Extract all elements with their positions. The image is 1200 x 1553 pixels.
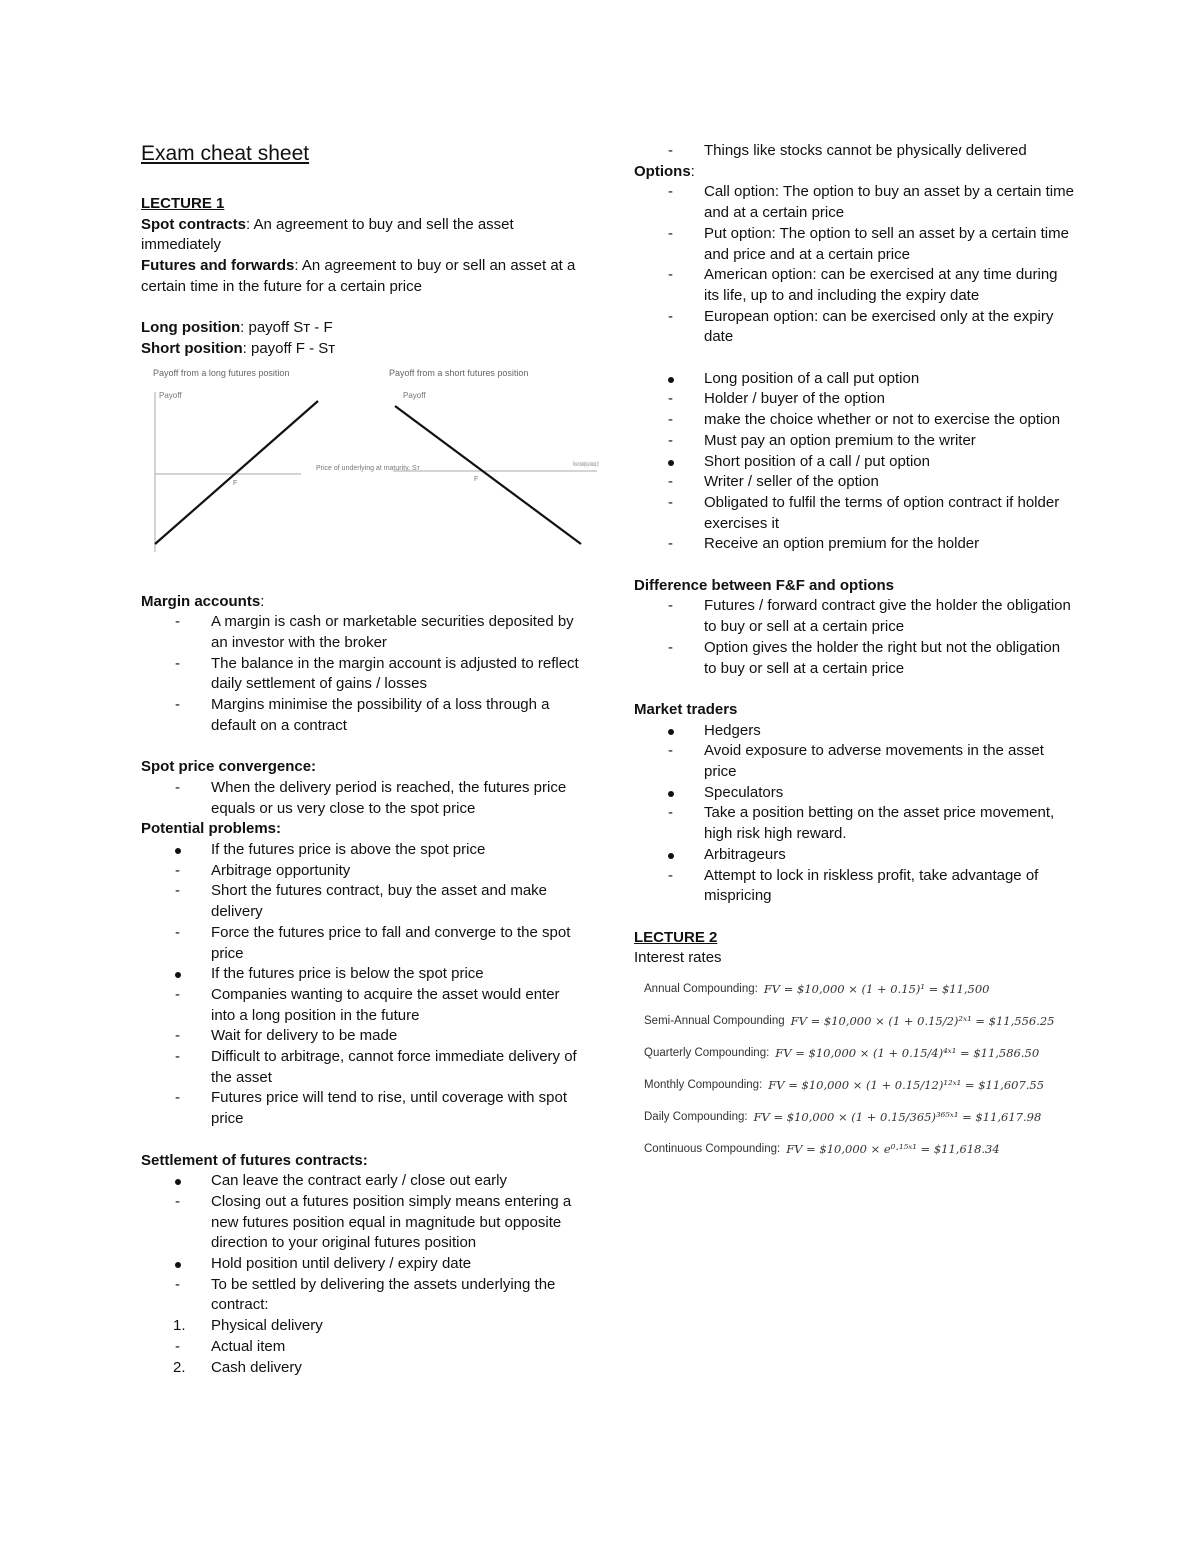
- margin-accounts-colon: :: [260, 592, 265, 610]
- list-item: [141, 1088, 581, 1129]
- payoff-diagrams-svg: [141, 364, 601, 564]
- list-item: [634, 265, 1074, 306]
- list-item-text: Short position of a call / put option: [704, 452, 930, 470]
- delivery-note-list: [634, 141, 1074, 162]
- settlement-term: Settlement of futures contracts:: [141, 1151, 368, 1169]
- short-graph-xlabel: Price of underlying at maturity, Sᴛ: [573, 461, 600, 468]
- list-item-text: Must pay an option premium to the writer: [704, 431, 976, 449]
- page-title: Exam cheat sheet: [141, 142, 310, 165]
- short-position-text: : payoff F - Sᴛ: [242, 339, 336, 357]
- potential-problems-list: [141, 840, 581, 1130]
- compounding-row: [634, 1069, 1074, 1101]
- list-item: [634, 534, 1074, 555]
- list-item: [141, 840, 581, 861]
- compounding-formula: FV = $10,000 × (1 + 0.15/2)²ˣ¹ = $11,556.25: [790, 1013, 1055, 1028]
- list-item: [141, 1337, 581, 1358]
- list-item-text: If the futures price is below the spot price: [211, 965, 484, 983]
- interest-rates-heading: Interest rates: [634, 949, 722, 967]
- list-item-text: Futures / forward contract give the holder the obligation to buy or sell at a certain price: [704, 597, 1071, 636]
- list-item-text: Receive an option premium for the holder: [704, 535, 980, 553]
- list-item: [141, 1275, 581, 1316]
- list-item: [634, 431, 1074, 452]
- compounding-row: [634, 1037, 1074, 1069]
- list-item: [634, 866, 1074, 907]
- list-item: [634, 721, 1074, 742]
- bullet-dash: -: [175, 1089, 180, 1107]
- compounding-formulas: [634, 973, 1074, 1165]
- short-position-term: Short position: [141, 339, 243, 357]
- short-futures-graph: [389, 368, 599, 544]
- compounding-label: Annual Compounding:: [644, 982, 758, 995]
- list-item-text: Hold position until delivery / expiry date: [211, 1255, 472, 1273]
- list-item: [141, 778, 581, 819]
- spot-convergence-heading: [141, 757, 581, 778]
- lecture-2-heading: LECTURE 2: [634, 928, 718, 946]
- list-item-text: Physical delivery: [211, 1317, 323, 1335]
- spot-contracts-term: Spot contracts: [141, 215, 247, 233]
- compounding-row: [634, 1133, 1074, 1165]
- bullet-dash: -: [668, 866, 673, 884]
- bullet-dash: -: [668, 224, 673, 242]
- option-positions-list: [634, 369, 1074, 555]
- short-graph-title: Payoff from a short futures position: [389, 367, 529, 378]
- list-item-text: Put option: The option to sell an asset by a certain time and price and at a certain price: [704, 224, 1069, 263]
- list-item: [141, 861, 581, 882]
- left-column: [141, 141, 600, 1378]
- list-item-text: Can leave the contract early / close out early: [211, 1172, 507, 1190]
- list-item-text: Cash delivery: [211, 1358, 302, 1376]
- list-item-text: Hedgers: [704, 721, 761, 739]
- bullet-dash: -: [175, 1048, 180, 1066]
- list-item: [141, 923, 581, 964]
- bullet-dash: -: [175, 1192, 180, 1210]
- margin-accounts-term: Margin accounts: [141, 592, 261, 610]
- bullet-dash: -: [668, 411, 673, 429]
- list-item-text: Futures price will tend to rise, until coverage with spot price: [211, 1089, 567, 1128]
- list-item-text: Avoid exposure to adverse movements in the asset price: [704, 742, 1044, 781]
- bullet-dash: -: [175, 923, 180, 941]
- options-term: Options: [634, 162, 691, 180]
- compounding-row: [634, 1005, 1074, 1037]
- bullet-dash: -: [175, 613, 180, 631]
- list-item-text: Force the futures price to fall and converge to the spot price: [211, 923, 571, 962]
- list-item: [634, 472, 1074, 493]
- bullet-dash: -: [668, 493, 673, 511]
- list-item: [141, 964, 581, 985]
- list-item: [634, 389, 1074, 410]
- right-column: [634, 141, 1074, 1165]
- compounding-label: Continuous Compounding:: [644, 1142, 781, 1155]
- potential-problems-heading: [141, 819, 581, 840]
- list-item: [634, 638, 1074, 679]
- list-item: [141, 1047, 581, 1088]
- difference-list: [634, 596, 1074, 679]
- bullet-dash: -: [668, 535, 673, 553]
- list-item-text: A margin is cash or marketable securities deposited by an investor with the broker: [211, 613, 574, 652]
- bullet-dash: -: [175, 882, 180, 900]
- long-position-term: Long position: [141, 319, 241, 337]
- bullet-dash: -: [175, 1027, 180, 1045]
- list-item: [141, 1192, 581, 1254]
- margin-accounts-heading: [141, 592, 581, 613]
- market-traders-list: [634, 721, 1074, 907]
- bullet-dash: -: [668, 142, 673, 159]
- list-item-text: Speculators: [704, 783, 784, 801]
- list-item: [634, 741, 1074, 782]
- list-item: [634, 141, 1074, 162]
- market-traders-heading: [634, 700, 1074, 721]
- bullet-dash: -: [175, 1275, 180, 1293]
- list-item-text: Writer / seller of the option: [704, 473, 879, 491]
- compounding-label: Semi-Annual Compounding: [644, 1014, 785, 1027]
- list-item: [634, 493, 1074, 534]
- long-graph-ylabel: Payoff: [159, 390, 182, 400]
- compounding-label: Daily Compounding:: [644, 1110, 748, 1123]
- list-item: [141, 1358, 581, 1379]
- bullet-dash: -: [668, 742, 673, 760]
- bullet-dash: -: [668, 473, 673, 491]
- list-item-text: Option gives the holder the right but not the obligation to buy or sell at a certain price: [704, 638, 1061, 677]
- bullet-dash: -: [175, 1337, 180, 1355]
- settlement-heading: [141, 1151, 581, 1172]
- list-item: [141, 1026, 581, 1047]
- list-item: [634, 596, 1074, 637]
- bullet-dash: -: [175, 696, 180, 714]
- list-item: [141, 1316, 581, 1337]
- compounding-label: Monthly Compounding:: [644, 1078, 763, 1091]
- long-futures-graph: [153, 368, 421, 552]
- spot-convergence-term: Spot price convergence:: [141, 758, 317, 776]
- compounding-formula: FV = $10,000 × (1 + 0.15)¹ = $11,500: [763, 981, 990, 996]
- list-item-text: To be settled by delivering the assets underlying the contract:: [211, 1275, 556, 1314]
- list-item-text: make the choice whether or not to exercise the option: [704, 411, 1061, 429]
- short-position-definition: [141, 339, 581, 360]
- short-payoff-line: [395, 406, 581, 544]
- bullet-dash: -: [175, 654, 180, 672]
- list-item-text: Closing out a futures position simply means entering a new futures position equal in magnitude but opposite direction to your original futures position: [211, 1192, 572, 1252]
- list-number: 2.: [173, 1358, 186, 1376]
- bullet-dash: -: [668, 307, 673, 325]
- compounding-formula: FV = $10,000 × (1 + 0.15/4)⁴ˣ¹ = $11,586.50: [775, 1045, 1040, 1060]
- list-item: [634, 803, 1074, 844]
- list-item-text: Things like stocks cannot be physically delivered: [704, 142, 1027, 159]
- compounding-label: Quarterly Compounding:: [644, 1046, 770, 1059]
- spot-convergence-list: [141, 778, 581, 819]
- long-payoff-line: [155, 401, 318, 544]
- difference-term: Difference between F&F and options: [634, 576, 895, 594]
- spot-contracts-definition: [141, 215, 581, 256]
- bullet-dash: -: [175, 861, 180, 879]
- list-item-text: Obligated to fulfil the terms of option contract if holder exercises it: [704, 493, 1060, 532]
- lecture-1-heading: LECTURE 1: [141, 195, 225, 212]
- bullet-dash: -: [175, 778, 180, 796]
- bullet-dash: -: [175, 985, 180, 1003]
- margin-accounts-list: [141, 612, 581, 736]
- list-item: [141, 1254, 581, 1275]
- list-item-text: If the futures price is above the spot price: [211, 841, 486, 859]
- spot-contracts-text: : An agreement to buy and sell the asset immediately: [141, 215, 514, 254]
- list-item-text: Holder / buyer of the option: [704, 390, 885, 408]
- list-item: [141, 1171, 581, 1192]
- list-item: [141, 612, 581, 653]
- list-item: [141, 695, 581, 736]
- compounding-row: [634, 973, 1074, 1005]
- list-number: 1.: [173, 1317, 186, 1335]
- list-item-text: Take a position betting on the asset price movement, high risk high reward.: [704, 804, 1055, 843]
- bullet-dash: -: [668, 597, 673, 615]
- bullet-dash: -: [668, 431, 673, 449]
- list-item-text: Actual item: [211, 1337, 286, 1355]
- futures-forwards-definition: [141, 256, 581, 297]
- long-position-text: : payoff Sᴛ - F: [240, 319, 333, 337]
- options-heading: [634, 162, 1074, 183]
- list-item: [141, 985, 581, 1026]
- bullet-dash: -: [668, 390, 673, 408]
- list-item-text: When the delivery period is reached, the futures price equals or us very close to the spot price: [211, 778, 567, 817]
- compounding-formula: FV = $10,000 × (1 + 0.15/12)¹²ˣ¹ = $11,607.55: [768, 1077, 1045, 1092]
- payoff-diagrams: [141, 364, 601, 564]
- long-graph-title: Payoff from a long futures position: [153, 367, 290, 378]
- options-colon: :: [690, 162, 695, 180]
- list-item: [634, 369, 1074, 390]
- futures-forwards-text: : An agreement to buy or sell an asset at a certain time in the future for a certain price: [141, 257, 576, 295]
- list-item: [141, 881, 581, 922]
- list-item: [634, 452, 1074, 473]
- compounding-formula: FV = $10,000 × e⁰·¹⁵ˣ¹ = $11,618.34: [786, 1141, 1000, 1156]
- short-graph-ylabel: Payoff: [403, 390, 426, 400]
- list-item: [634, 845, 1074, 866]
- list-item-text: Margins minimise the possibility of a loss through a default on a contract: [211, 696, 550, 734]
- difference-heading: [634, 576, 1074, 597]
- bullet-dash: -: [668, 804, 673, 822]
- list-item-text: The balance in the margin account is adjusted to reflect daily settlement of gains / losses: [211, 654, 579, 693]
- long-graph-xlabel: Price of underlying at maturity, Sᴛ: [316, 464, 420, 472]
- list-item-text: Arbitrageurs: [704, 845, 786, 863]
- long-graph-tick-f: F: [233, 479, 238, 487]
- bullet-dash: -: [668, 638, 673, 656]
- list-item-text: European option: can be exercised only at the expiry date: [704, 307, 1054, 346]
- list-item: [634, 224, 1074, 265]
- list-item: [634, 182, 1074, 223]
- list-item: [634, 307, 1074, 348]
- futures-forwards-term: Futures and forwards: [141, 257, 295, 275]
- list-item-text: Arbitrage opportunity: [211, 861, 351, 879]
- list-item: [634, 410, 1074, 431]
- compounding-formula: FV = $10,000 × (1 + 0.15/365)³⁶⁵ˣ¹ = $11,617.98: [753, 1109, 1042, 1124]
- list-item: [634, 783, 1074, 804]
- list-item-text: American option: can be exercised at any time during its life, up to and including the expiry date: [704, 266, 1058, 304]
- long-position-definition: [141, 318, 581, 339]
- list-item-text: Call option: The option to buy an asset by a certain time and at a certain price: [704, 183, 1074, 222]
- list-item-text: Companies wanting to acquire the asset would enter into a long position in the future: [211, 985, 560, 1024]
- short-graph-tick-f: F: [474, 475, 479, 483]
- list-item-text: Long position of a call put option: [704, 369, 920, 387]
- list-item-text: Short the futures contract, buy the asset and make delivery: [211, 882, 548, 921]
- bullet-dash: -: [668, 266, 673, 284]
- bullet-dash: -: [668, 183, 673, 201]
- list-item-text: Wait for delivery to be made: [211, 1027, 398, 1045]
- market-traders-term: Market traders: [634, 700, 738, 718]
- potential-problems-term: Potential problems:: [141, 820, 282, 838]
- list-item-text: Attempt to lock in riskless profit, take advantage of mispricing: [704, 866, 1039, 905]
- settlement-list: [141, 1171, 581, 1378]
- list-item: [141, 654, 581, 695]
- options-list: [634, 182, 1074, 348]
- compounding-row: [634, 1101, 1074, 1133]
- list-item-text: Difficult to arbitrage, cannot force immediate delivery of the asset: [211, 1048, 577, 1086]
